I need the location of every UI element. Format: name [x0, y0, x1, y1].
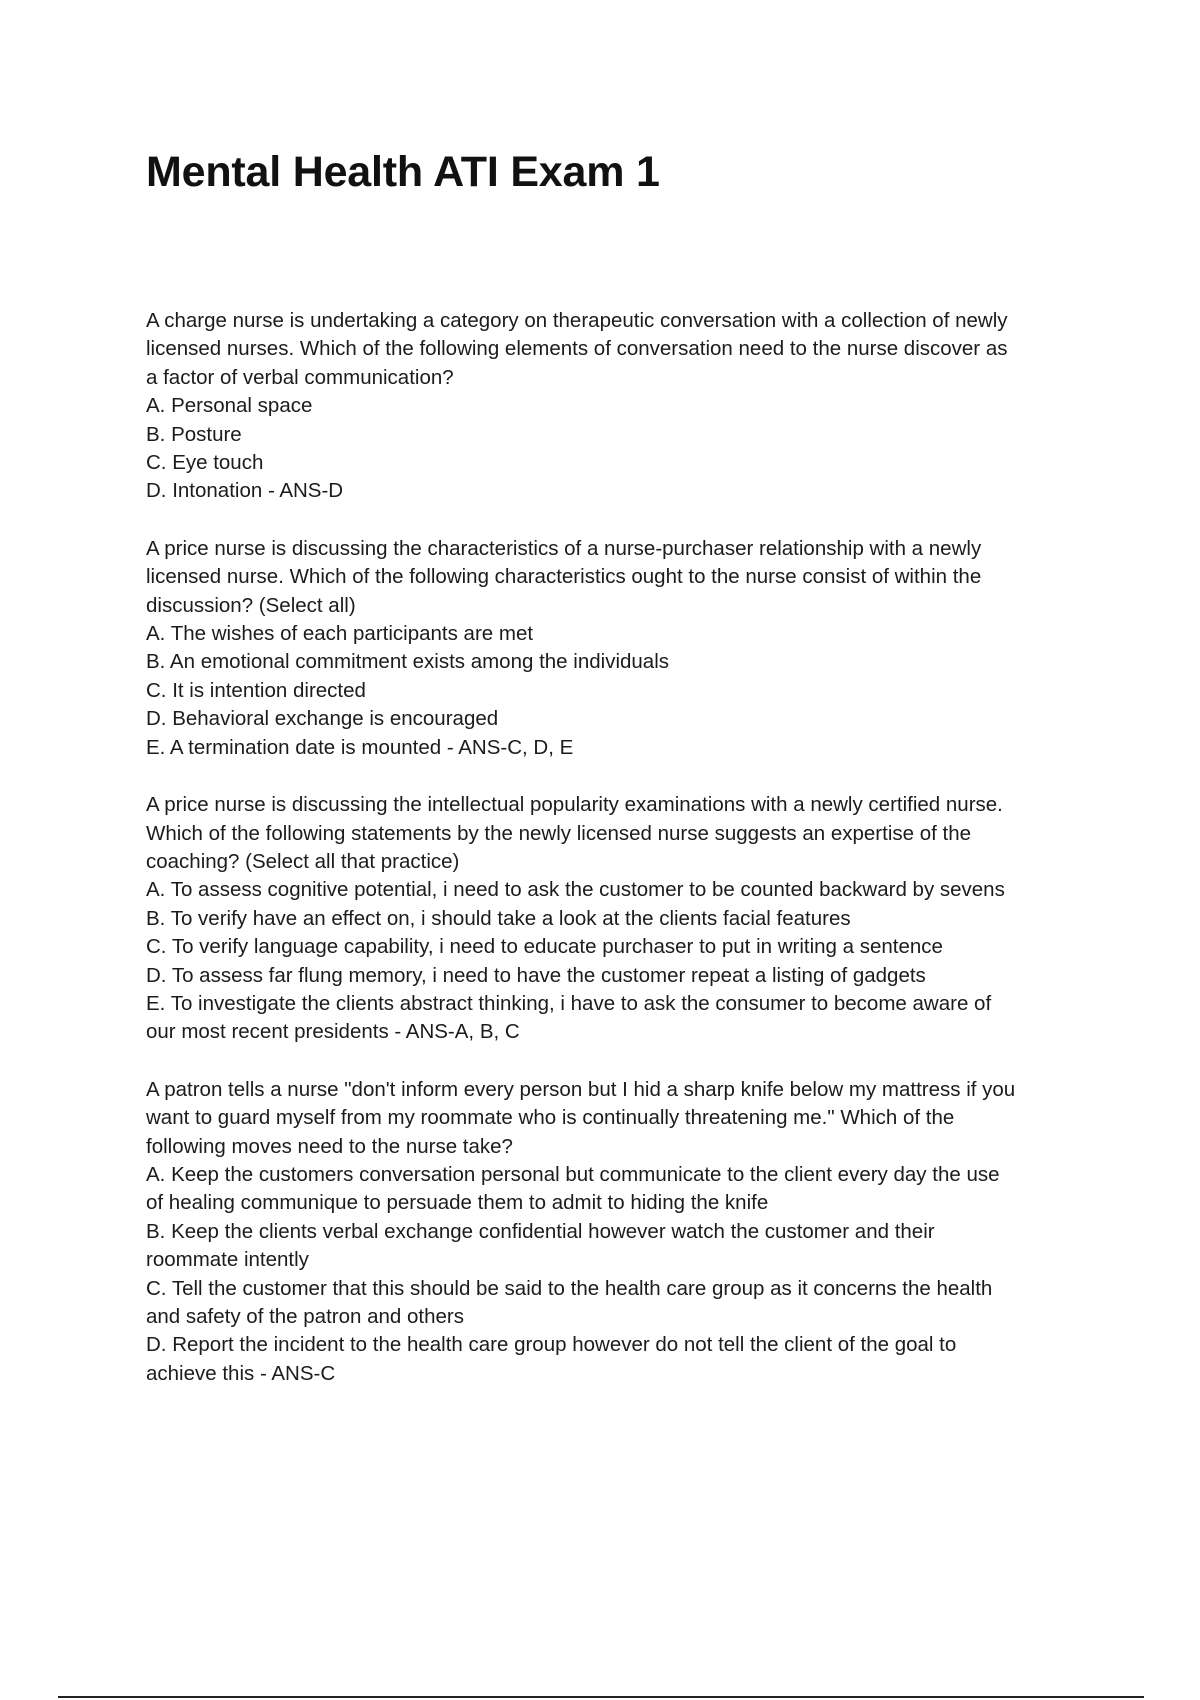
question-text-line: C. Eye touch [146, 451, 264, 475]
question-text-line: B. To verify have an effect on, i should take a look at the clients facial features [146, 906, 851, 930]
question-text-line: E. A termination date is mounted - ANS-C, D, E [146, 735, 574, 759]
question-text-line: a factor of verbal communication? [146, 365, 454, 389]
question-block [146, 1076, 1096, 1388]
question-text-line: E. To investigate the clients abstract thinking, i have to ask the consumer to become aware of [146, 991, 992, 1015]
question-block [146, 307, 1096, 506]
question-text-line: A charge nurse is undertaking a category on therapeutic conversation with a collection of newly [146, 309, 1008, 332]
question-text-line: A. The wishes of each participants are met [146, 622, 534, 646]
question-text-line: A. Personal space [146, 394, 313, 418]
question-text-line: D. Report the incident to the health care group however do not tell the client of the goal to [146, 1333, 957, 1357]
question-text-line: Which of the following statements by the newly licensed nurse suggests an expertise of the [146, 821, 972, 845]
question-text-line: want to guard myself from my roommate who is continually threatening me." Which of the [146, 1106, 955, 1130]
question-text-line: A. Keep the customers conversation personal but communicate to the client every day the use [146, 1162, 1000, 1186]
page-bottom-rule [58, 1696, 1144, 1698]
question-text-line: our most recent presidents - ANS-A, B, C [146, 1020, 520, 1044]
question-text-line: roommate intently [146, 1248, 309, 1272]
question-text-line: and safety of the patron and others [146, 1305, 464, 1328]
question-text-line: of healing communique to persuade them to admit to hiding the knife [146, 1191, 769, 1215]
question-list [146, 307, 1096, 1417]
question-text-line: A price nurse is discussing the characteristics of a nurse-purchaser relationship with a newly [146, 536, 982, 560]
question-text-line: C. It is intention directed [146, 678, 366, 702]
question-text-line: C. To verify language capability, i need to educate purchaser to put in writing a sentence [146, 935, 943, 959]
question-block [146, 791, 1096, 1047]
question-text-line: coaching? (Select all that practice) [146, 849, 460, 873]
question-block [146, 535, 1096, 762]
question-text-line: D. Intonation - ANS-D [146, 479, 344, 503]
question-text-line: D. Behavioral exchange is encouraged [146, 707, 499, 731]
question-text-line: A. To assess cognitive potential, i need to ask the customer to be counted backward by sevens [146, 878, 1005, 902]
question-text-line: A patron tells a nurse "don't inform every person but I hid a sharp knife below my mattress if you [146, 1077, 1016, 1101]
question-text-line: achieve this - ANS-C [146, 1361, 336, 1385]
question-text-line: following moves need to the nurse take? [146, 1134, 513, 1158]
question-text-line: B. An emotional commitment exists among the individuals [146, 650, 670, 674]
question-text-line: licensed nurse. Which of the following characteristics ought to the nurse consist of within the [146, 565, 982, 589]
question-text-line: C. Tell the customer that this should be said to the health care group as it concerns the health [146, 1276, 993, 1300]
question-text-line: B. Posture [146, 422, 242, 446]
question-text-line: discussion? (Select all) [146, 593, 356, 617]
question-text-line: A price nurse is discussing the intellectual popularity examinations with a newly certified nurse. [146, 793, 1003, 817]
question-text-line: D. To assess far flung memory, i need to have the customer repeat a listing of gadgets [146, 963, 926, 987]
page-title: Mental Health ATI Exam 1 [146, 148, 660, 196]
question-text-line: B. Keep the clients verbal exchange confidential however watch the customer and their [146, 1219, 935, 1243]
question-text-line: licensed nurses. Which of the following elements of conversation need to the nurse discover as [146, 337, 1008, 361]
